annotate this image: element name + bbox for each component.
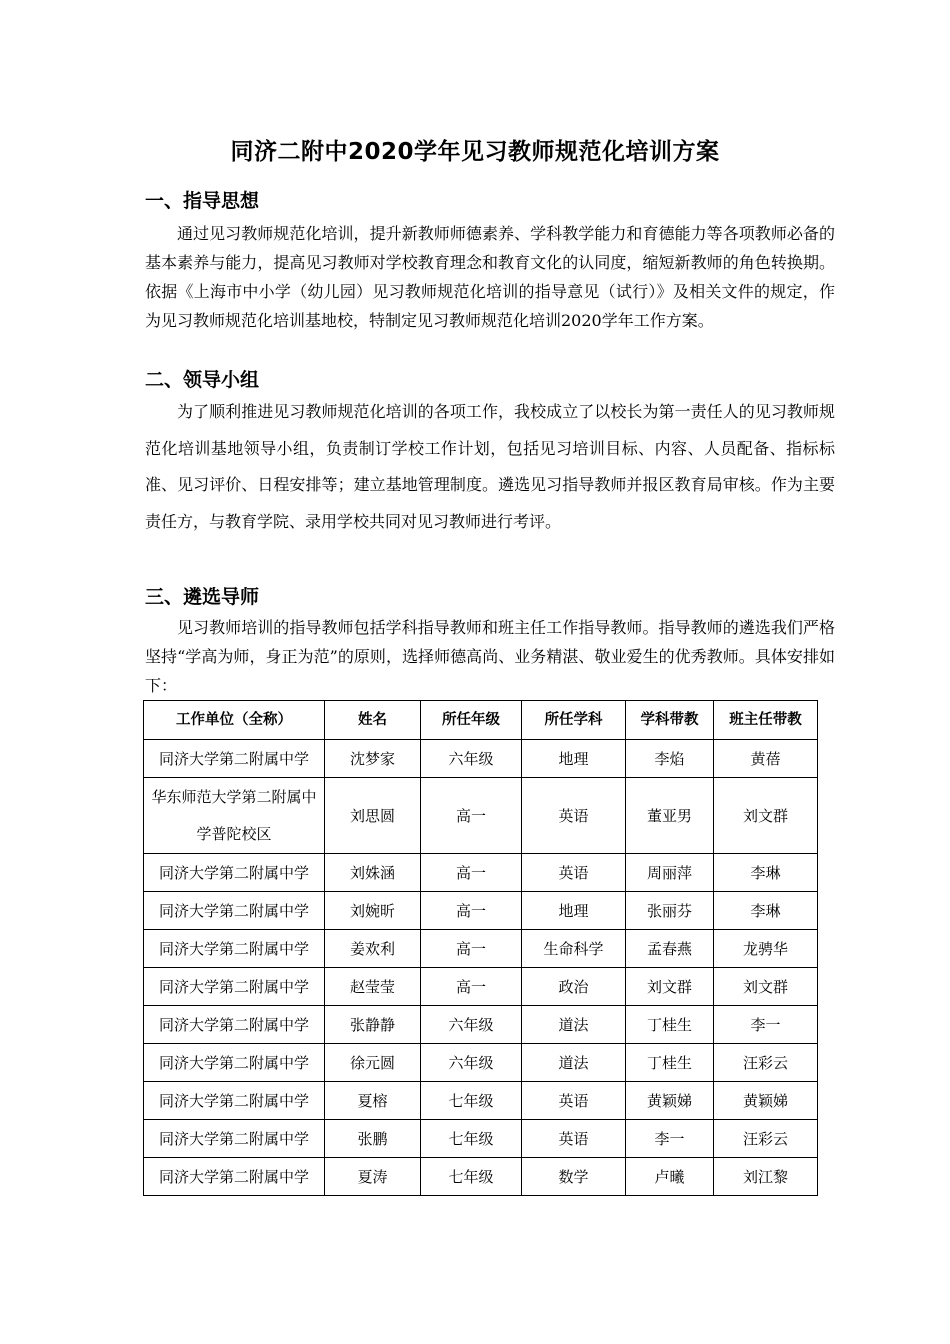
table-row xyxy=(144,1158,818,1196)
cell-subject-mentor: 李焰 xyxy=(626,740,714,778)
cell-class-mentor: 李琳 xyxy=(714,892,818,930)
cell-class-mentor: 龙骋华 xyxy=(714,930,818,968)
cell-grade: 高一 xyxy=(421,930,522,968)
table-row xyxy=(144,1006,818,1044)
table-row xyxy=(144,778,818,854)
cell-work-unit: 同济大学第二附属中学 xyxy=(144,1158,325,1196)
cell-class-mentor: 汪彩云 xyxy=(714,1120,818,1158)
section-heading-mentor-selection: 三、遴选导师 xyxy=(145,586,260,608)
cell-work-unit: 华东师范大学第二附属中学普陀校区 xyxy=(144,778,325,854)
section-text-guiding-thought: 通过见习教师规范化培训，提升新教师师德素养、学科教学能力和育德能力等各项教师必备的基本素养与能力，提高见习教师对学校教育理念和教育文化的认同度，缩短新教师的角色转换期。依据《上海市中小学（幼儿园）见习教师规范化培训的指导意见（试行）》及相关文件的规定，作为见习教师规范化培训基地校，特制定见习教师规范化培训2020学年工作方案。 xyxy=(145,224,835,330)
cell-grade: 六年级 xyxy=(421,740,522,778)
cell-class-mentor: 刘江黎 xyxy=(714,1158,818,1196)
cell-name: 赵莹莹 xyxy=(325,968,421,1006)
cell-name: 张鹏 xyxy=(325,1120,421,1158)
cell-name: 夏榕 xyxy=(325,1082,421,1120)
cell-class-mentor: 黄蓓 xyxy=(714,740,818,778)
table-row xyxy=(144,930,818,968)
cell-subject: 道法 xyxy=(522,1044,626,1082)
cell-name: 刘思圆 xyxy=(325,778,421,854)
cell-subject-mentor: 丁桂生 xyxy=(626,1006,714,1044)
header-work-unit: 工作单位（全称） xyxy=(144,701,325,740)
cell-grade: 七年级 xyxy=(421,1082,522,1120)
section-text-mentor-selection: 见习教师培训的指导教师包括学科指导教师和班主任工作指导教师。指导教师的遴选我们严格坚持“学高为师，身正为范”的原则，选择师德高尚、业务精湛、敬业爱生的优秀教师。具体安排如下： xyxy=(145,618,835,695)
cell-name: 夏涛 xyxy=(325,1158,421,1196)
header-subject: 所任学科 xyxy=(522,701,626,740)
cell-class-mentor: 黄颖娣 xyxy=(714,1082,818,1120)
cell-work-unit: 同济大学第二附属中学 xyxy=(144,968,325,1006)
table-row xyxy=(144,1120,818,1158)
cell-name: 刘婉昕 xyxy=(325,892,421,930)
table-row xyxy=(144,1082,818,1120)
cell-class-mentor: 汪彩云 xyxy=(714,1044,818,1082)
section-heading-guiding-thought: 一、指导思想 xyxy=(145,190,260,212)
cell-grade: 六年级 xyxy=(421,1044,522,1082)
table-row xyxy=(144,1044,818,1082)
cell-subject: 地理 xyxy=(522,740,626,778)
section-heading-leadership-group: 二、领导小组 xyxy=(145,369,260,391)
cell-subject-mentor: 黄颖娣 xyxy=(626,1082,714,1120)
cell-grade: 六年级 xyxy=(421,1006,522,1044)
cell-subject-mentor: 周丽萍 xyxy=(626,854,714,892)
table-row xyxy=(144,854,818,892)
cell-name: 姜欢利 xyxy=(325,930,421,968)
cell-work-unit: 同济大学第二附属中学 xyxy=(144,1006,325,1044)
cell-subject-mentor: 张丽芬 xyxy=(626,892,714,930)
cell-grade: 七年级 xyxy=(421,1120,522,1158)
cell-work-unit: 同济大学第二附属中学 xyxy=(144,740,325,778)
cell-grade: 高一 xyxy=(421,778,522,854)
cell-subject: 地理 xyxy=(522,892,626,930)
cell-name: 张静静 xyxy=(325,1006,421,1044)
cell-grade: 七年级 xyxy=(421,1158,522,1196)
cell-subject-mentor: 刘文群 xyxy=(626,968,714,1006)
cell-work-unit: 同济大学第二附属中学 xyxy=(144,892,325,930)
cell-subject: 数学 xyxy=(522,1158,626,1196)
table-header-row xyxy=(144,701,818,740)
cell-grade: 高一 xyxy=(421,892,522,930)
table-row xyxy=(144,892,818,930)
cell-subject-mentor: 丁桂生 xyxy=(626,1044,714,1082)
cell-class-mentor: 刘文群 xyxy=(714,968,818,1006)
table-row xyxy=(144,968,818,1006)
header-subject-mentor: 学科带教 xyxy=(626,701,714,740)
header-name: 姓名 xyxy=(325,701,421,740)
cell-subject: 英语 xyxy=(522,778,626,854)
cell-work-unit: 同济大学第二附属中学 xyxy=(144,1044,325,1082)
cell-subject: 道法 xyxy=(522,1006,626,1044)
cell-name: 徐元圆 xyxy=(325,1044,421,1082)
cell-work-unit: 同济大学第二附属中学 xyxy=(144,1120,325,1158)
cell-subject-mentor: 孟春燕 xyxy=(626,930,714,968)
cell-class-mentor: 李一 xyxy=(714,1006,818,1044)
cell-subject: 政治 xyxy=(522,968,626,1006)
table-row xyxy=(144,740,818,778)
cell-grade: 高一 xyxy=(421,854,522,892)
cell-subject-mentor: 李一 xyxy=(626,1120,714,1158)
cell-subject: 生命科学 xyxy=(522,930,626,968)
cell-work-unit: 同济大学第二附属中学 xyxy=(144,854,325,892)
cell-subject: 英语 xyxy=(522,1082,626,1120)
section-text-leadership-group: 为了顺利推进见习教师规范化培训的各项工作，我校成立了以校长为第一责任人的见习教师规范化培训基地领导小组，负责制订学校工作计划，包括见习培训目标、内容、人员配备、指标标准、见习评价、日程安排等；建立基地管理制度。遴选见习指导教师并报区教育局审核。作为主要责任方，与教育学院、录用学校共同对见习教师进行考评。 xyxy=(145,402,835,531)
cell-work-unit: 同济大学第二附属中学 xyxy=(144,930,325,968)
header-class-mentor: 班主任带教 xyxy=(714,701,818,740)
cell-subject-mentor: 卢曦 xyxy=(626,1158,714,1196)
cell-name: 沈梦家 xyxy=(325,740,421,778)
mentor-assignment-table xyxy=(143,700,818,1196)
cell-grade: 高一 xyxy=(421,968,522,1006)
cell-subject: 英语 xyxy=(522,854,626,892)
cell-name: 刘姝涵 xyxy=(325,854,421,892)
cell-work-unit: 同济大学第二附属中学 xyxy=(144,1082,325,1120)
cell-class-mentor: 李琳 xyxy=(714,854,818,892)
cell-subject: 英语 xyxy=(522,1120,626,1158)
document-title: 同济二附中2020学年见习教师规范化培训方案 xyxy=(230,139,720,165)
cell-subject-mentor: 董亚男 xyxy=(626,778,714,854)
cell-class-mentor: 刘文群 xyxy=(714,778,818,854)
header-grade: 所任年级 xyxy=(421,701,522,740)
